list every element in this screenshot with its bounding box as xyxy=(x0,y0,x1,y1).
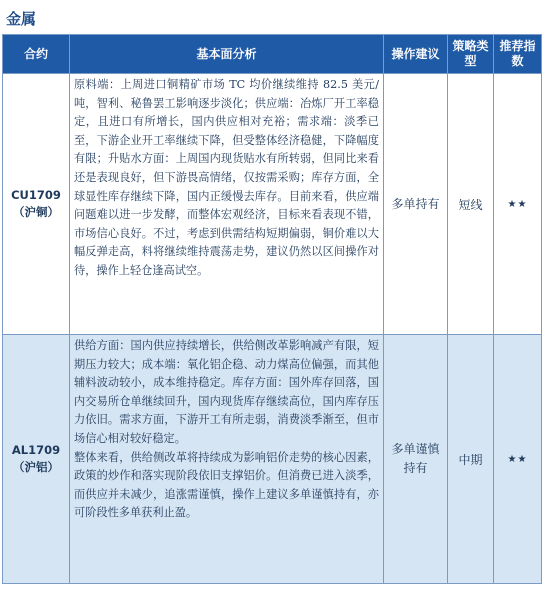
strategy-table xyxy=(2,34,542,584)
header-advice: 操作建议 xyxy=(384,35,448,74)
advice-cell: 多单谨慎持有 xyxy=(384,335,448,584)
header-strategy: 策略类型 xyxy=(448,35,494,74)
contract-name: （沪铜） xyxy=(13,205,59,219)
section-title: 金属 xyxy=(6,10,37,28)
table-row xyxy=(3,335,542,584)
contract-name: （沪铝） xyxy=(13,460,59,474)
analysis-cell xyxy=(70,74,384,335)
contract-code: CU1709 xyxy=(11,188,61,202)
strategy-cell: 短线 xyxy=(448,74,494,335)
advice-cell: 多单持有 xyxy=(384,74,448,335)
contract-cell xyxy=(3,74,70,335)
analysis-cell xyxy=(70,335,384,584)
rating-stars: ★★ xyxy=(494,74,542,335)
analysis-paragraph: 整体来看，供给侧改革将持续成为影响铝价走势的核心因素，政策的炒作和落实现阶段依旧支撑铝价。但消费已进入淡季，而供应并未减少，追涨需谨慎，操作上建议多单谨慎持有，亦可阶段性多单获利止盈。 xyxy=(74,450,379,520)
header-rating: 推荐指数 xyxy=(494,35,542,74)
table-row xyxy=(3,74,542,335)
contract-cell xyxy=(3,335,70,584)
analysis-paragraph: 原料端：上周进口铜精矿市场 TC 均价继续维持 82.5 美元/吨，智利、秘鲁罢工影响逐步淡化；供应端：冶炼厂开工率稳定，且进口有所增长，国内供应相对充裕；需求端：淡季已至，下游企业开工率继续下降，但受整体经济稳健，下降幅度有限；升贴水方面：上周国内现货贴水有所转弱，但同比来看还是表现良好，但下游畏高情绪，仅按需采购；库存方面，全球显性库存继续下降，国内正缓慢去库存。目前来看，供应端问题难以进一步发酵，而整体宏观经济，目标来看表现不错，市场信心良好。不过，考虑到供需结构短期偏弱，铜价难以大幅反弹走高，料将继续维持震荡走势，建议仍然以区间操作对待，操作上轻仓逢高试空。 xyxy=(74,78,379,277)
header-contract: 合约 xyxy=(3,35,70,74)
table-header-row xyxy=(3,35,542,74)
contract-code: AL1709 xyxy=(11,443,61,457)
rating-stars: ★★ xyxy=(494,335,542,584)
header-analysis: 基本面分析 xyxy=(70,35,384,74)
strategy-cell: 中期 xyxy=(448,335,494,584)
analysis-paragraph: 供给方面：国内供应持续增长，供给侧改革影响减产有限，短期压力较大；成本端：氧化铝企稳、动力煤高位偏强，而其他辅料波动较小，成本维持稳定。库存方面：国外库存回落，国内交易所仓单继续回升，国内现货库存继续高位，国内库存压力依旧。需求方面，下游开工有所走弱，消费淡季渐至，但市场信心相对较好稳定。 xyxy=(74,339,379,445)
